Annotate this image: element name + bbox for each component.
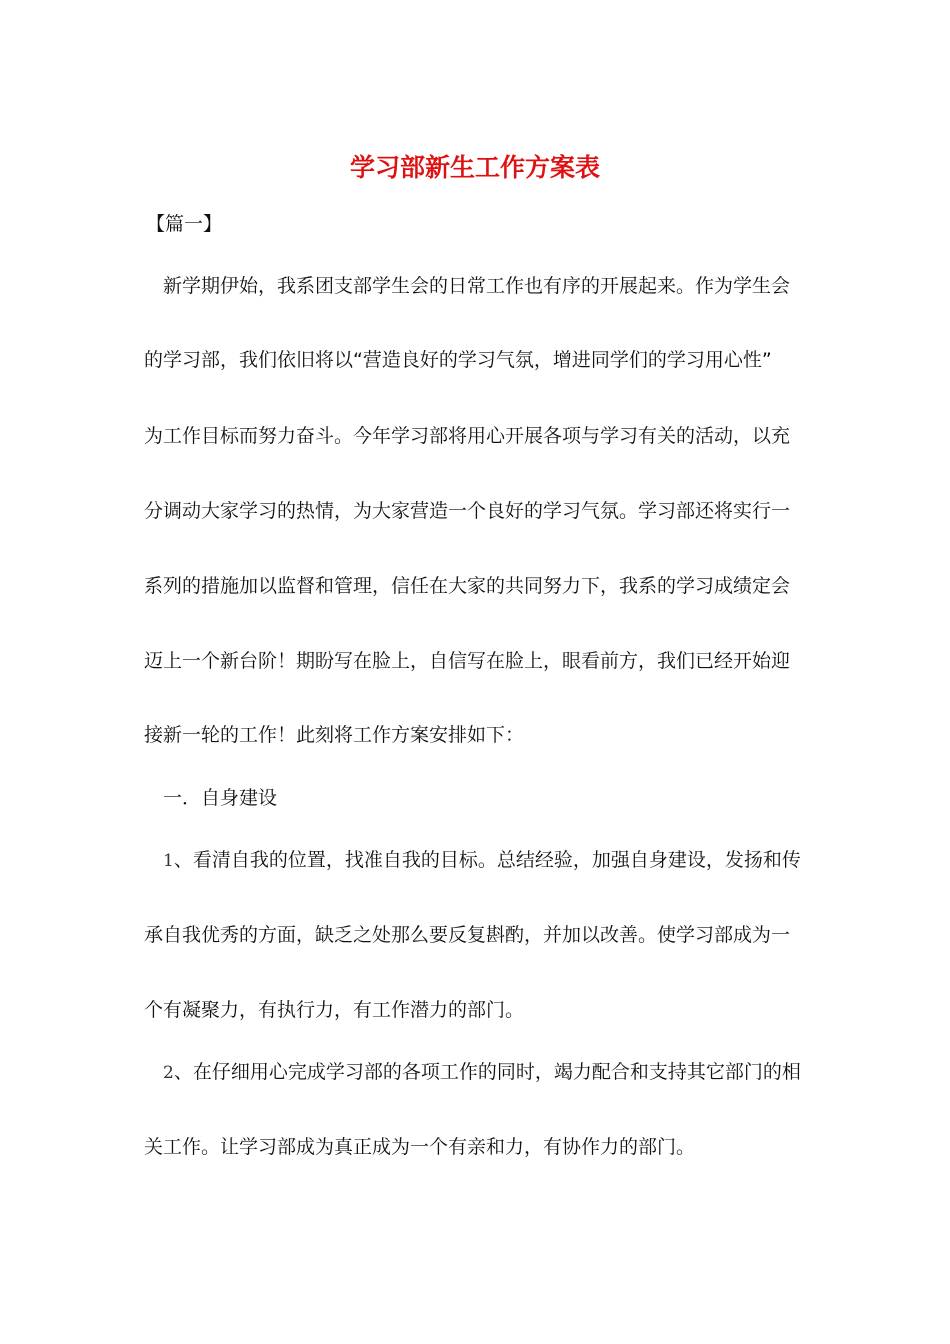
item-text: 、看清自我的位置，找准自我的目标。总结经验，加强自身建设，发扬和传 bbox=[173, 849, 801, 871]
intro-line: 系列的措施加以监督和管理，信任在大家的共同努力下，我系的学习成绩定会 bbox=[144, 575, 791, 597]
list-item-line bbox=[163, 845, 801, 876]
item-number: 2 bbox=[163, 1063, 174, 1083]
list-item-line: 承自我优秀的方面，缺乏之处那么要反复斟酌，并加以改善。使学习部成为一 bbox=[144, 924, 791, 946]
item-number: 1 bbox=[163, 851, 174, 871]
intro-line: 新学期伊始，我系团支部学生会的日常工作也有序的开展起来。作为学生会 bbox=[163, 275, 791, 297]
section-tag: 【篇一】 bbox=[146, 213, 223, 235]
list-item-line: 个有凝聚力，有执行力，有工作潜力的部门。 bbox=[144, 999, 525, 1021]
intro-line: 迈上一个新台阶！期盼写在脸上，自信写在脸上，眼看前方，我们已经开始迎 bbox=[144, 650, 791, 672]
intro-line: 的学习部，我们依旧将以“营造良好的学习气氛，增进同学们的学习用心性” bbox=[144, 349, 772, 371]
document-title: 学习部新生工作方案表 bbox=[349, 153, 600, 182]
intro-line: 接新一轮的工作！此刻将工作方案安排如下： bbox=[144, 724, 525, 746]
item-text: 、在仔细用心完成学习部的各项工作的同时，竭力配合和支持其它部门的相 bbox=[173, 1061, 801, 1083]
list-item-line: 关工作。让学习部成为真正成为一个有亲和力，有协作力的部门。 bbox=[144, 1136, 696, 1158]
intro-line: 分调动大家学习的热情，为大家营造一个良好的学习气氛。学习部还将实行一 bbox=[144, 500, 791, 522]
intro-line: 为工作目标而努力奋斗。今年学习部将用心开展各项与学习有关的活动，以充 bbox=[144, 425, 791, 447]
section-heading: 一．自身建设 bbox=[163, 787, 278, 809]
list-item-line bbox=[163, 1057, 801, 1088]
